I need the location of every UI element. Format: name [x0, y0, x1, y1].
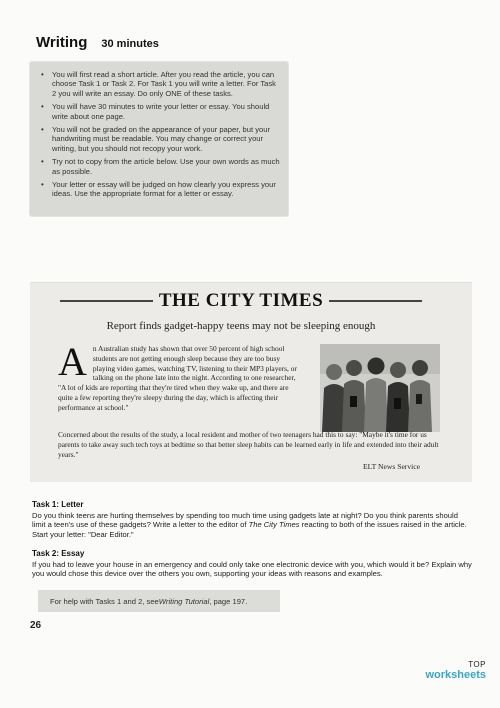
brand-top: TOP — [468, 660, 486, 669]
section-duration: 30 minutes — [101, 38, 159, 50]
article-headline: Report finds gadget-happy teens may not be sleeping enough — [106, 320, 376, 332]
task-2-title: Task 2: Essay — [32, 549, 85, 558]
bullet-icon: • — [41, 157, 44, 167]
teens-photo-image — [320, 344, 440, 432]
drop-cap: A — [58, 339, 87, 384]
instructions-box — [30, 62, 288, 216]
brand-word: worksheets — [425, 669, 486, 681]
instruction-item: • Your letter or essay will be judged on how clearly you express your ideas. Use the appropriate format for a letter or essay. — [41, 180, 276, 199]
masthead-rule-left — [60, 300, 153, 302]
article-paragraph-2: Concerned about the results of the study, a local resident and mother of two teenagers had this to say: "Maybe it's time for us parents to take away such tech toys at bedtime so that better sleep habits can be learned early in life and extended into their adult years." — [58, 430, 439, 459]
newspaper-name: THE CITY TIMES — [158, 290, 324, 311]
teens-photo — [320, 344, 440, 432]
task-2-text: If you had to leave your house in an emergency and could only take one electronic device with you, which would it be? Explain why you would chose this device over the others you own, supporting your ideas with reasons and examples. — [32, 559, 472, 579]
page-number: 26 — [30, 620, 42, 631]
section-title: Writing — [36, 34, 88, 51]
task-1-text: Do you think teens are hurting themselves by spending too much time using gadgets late at night? Do you think parents should limit a teen's use of these gadgets? Write a letter to the editor of The City Times reacting to both of the issues raised in the article. Start your letter: "Dear Editor." — [32, 510, 467, 539]
task-1 — [32, 500, 472, 539]
help-note: For help with Tasks 1 and 2, see Writing Tutorial , page 197. — [38, 590, 280, 612]
bullet-icon: • — [41, 180, 44, 190]
brand-logo — [425, 660, 486, 681]
bullet-icon: • — [41, 70, 44, 79]
instruction-item: • You will have 30 minutes to write your letter or essay. You should write about one page. — [41, 102, 270, 121]
bullet-icon: • — [41, 102, 44, 112]
task-2 — [32, 549, 472, 579]
section-heading — [36, 34, 159, 51]
bullet-icon: • — [41, 125, 44, 135]
masthead-rule-right — [329, 300, 422, 302]
instruction-item: • You will not be graded on the appearance of your paper, but your handwriting must be readable. You may change or correct your writing, but you should not recopy your work. — [41, 125, 270, 153]
instruction-item: • You will first read a short article. After you read the article, you can choose Task 1 or Task 2. For Task 1 you will write a letter. For Task 2 you will write an essay. Do only ONE of these tasks. — [41, 70, 276, 98]
article-byline: ELT News Service — [363, 462, 420, 471]
task-1-title: Task 1: Letter — [32, 500, 84, 509]
newspaper-masthead — [60, 288, 422, 314]
instruction-item: • Try not to copy from the article below. Use your own words as much as possible. — [41, 157, 280, 176]
article-body — [58, 339, 298, 413]
article-paragraph-1: n Australian study has shown that over 50 percent of high school students are not getting enough sleep because they are too busy playing video games, watching TV, listening to their MP3 players, or talking on the phone late into the night. According to one researcher, "A lot of kids are reporting that they're tired when they wake up, and there are quite a few reporting they're sleepy during the day, which is affecting their performance at school." — [58, 344, 297, 412]
